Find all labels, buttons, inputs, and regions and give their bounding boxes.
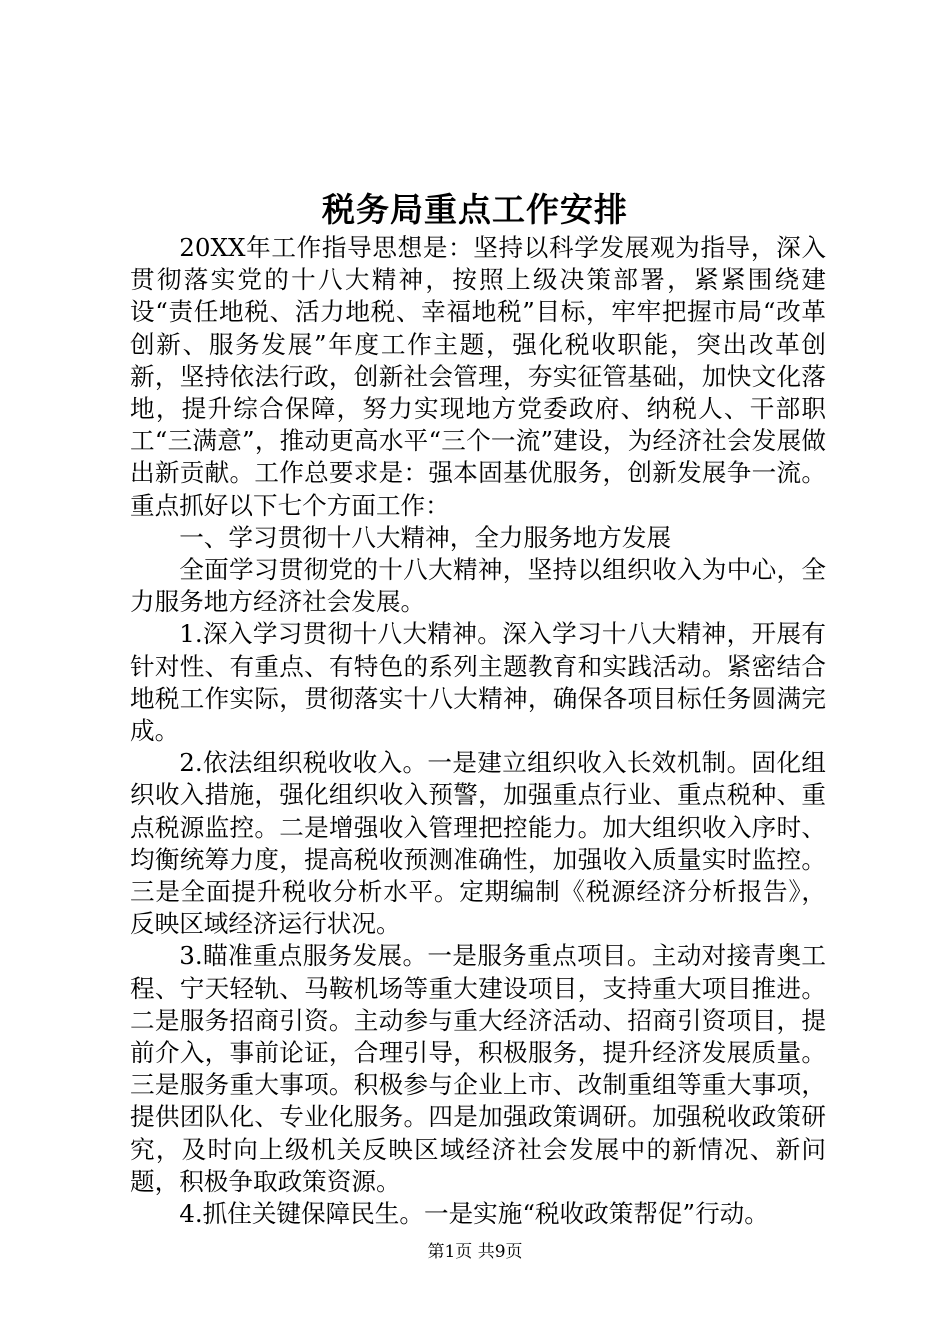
document-body [130, 232, 826, 1230]
paragraph-item-4: 4.抓住关键保障民生。一是实施“税收政策帮促”行动。 [179, 1199, 769, 1229]
section-heading-1: 一、学习贯彻十八大精神，全力服务地方发展 [179, 522, 672, 552]
paragraph-guiding-thought: 20XX年工作指导思想是：坚持以科学发展观为指导，深入贯彻落实党的十八大精神，按照上级决策部署，紧紧围绕建设“责任地税、活力地税、幸福地税”目标，牢牢把握市局“改革创新、服务发展”年度工作主题，强化税收职能，突出改革创新，坚持依法行政，创新社会管理，夯实征管基础，加快文化落地，提升综合保障，努力实现地方党委政府、纳税人、干部职工“三满意”，推动更高水平“三个一流”建设，为经济社会发展做出新贡献。工作总要求是：强本固基优服务，创新发展争一流。重点抓好以下七个方面工作： [130, 233, 826, 520]
paragraph-section-1-intro: 全面学习贯彻党的十八大精神，坚持以组织收入为中心，全力服务地方经济社会发展。 [130, 555, 826, 617]
page-number-footer: 第1页 共9页 [427, 1242, 523, 1262]
document-title: 税务局重点工作安排 [322, 190, 628, 229]
paragraph-item-2: 2.依法组织税收收入。一是建立组织收入长效机制。固化组织收入措施，强化组织收入预警，加强重点行业、重点税种、重点税源监控。二是增强收入管理把控能力。加大组织收入序时、均衡统筹力度，提高税收预测准确性，加强收入质量实时监控。三是全面提升税收分析水平。定期编制《税源经济分析报告》，反映区域经济运行状况。 [130, 748, 826, 939]
paragraph-item-3: 3.瞄准重点服务发展。一是服务重点项目。主动对接青奥工程、宁天轻轨、马鞍机场等重大建设项目，支持重大项目推进。二是服务招商引资。主动参与重大经济活动、招商引资项目，提前介入，事前论证，合理引导，积极服务，提升经济发展质量。三是服务重大事项。积极参与企业上市、改制重组等重大事项，提供团队化、专业化服务。四是加强政策调研。加强税收政策研究，及时向上级机关反映区域经济社会发展中的新情况、新问题，积极争取政策资源。 [130, 941, 826, 1196]
paragraph-item-1: 1.深入学习贯彻十八大精神。深入学习十八大精神，开展有针对性、有重点、有特色的系列主题教育和实践活动。紧密结合地税工作实际，贯彻落实十八大精神，确保各项目标任务圆满完成。 [130, 619, 826, 746]
